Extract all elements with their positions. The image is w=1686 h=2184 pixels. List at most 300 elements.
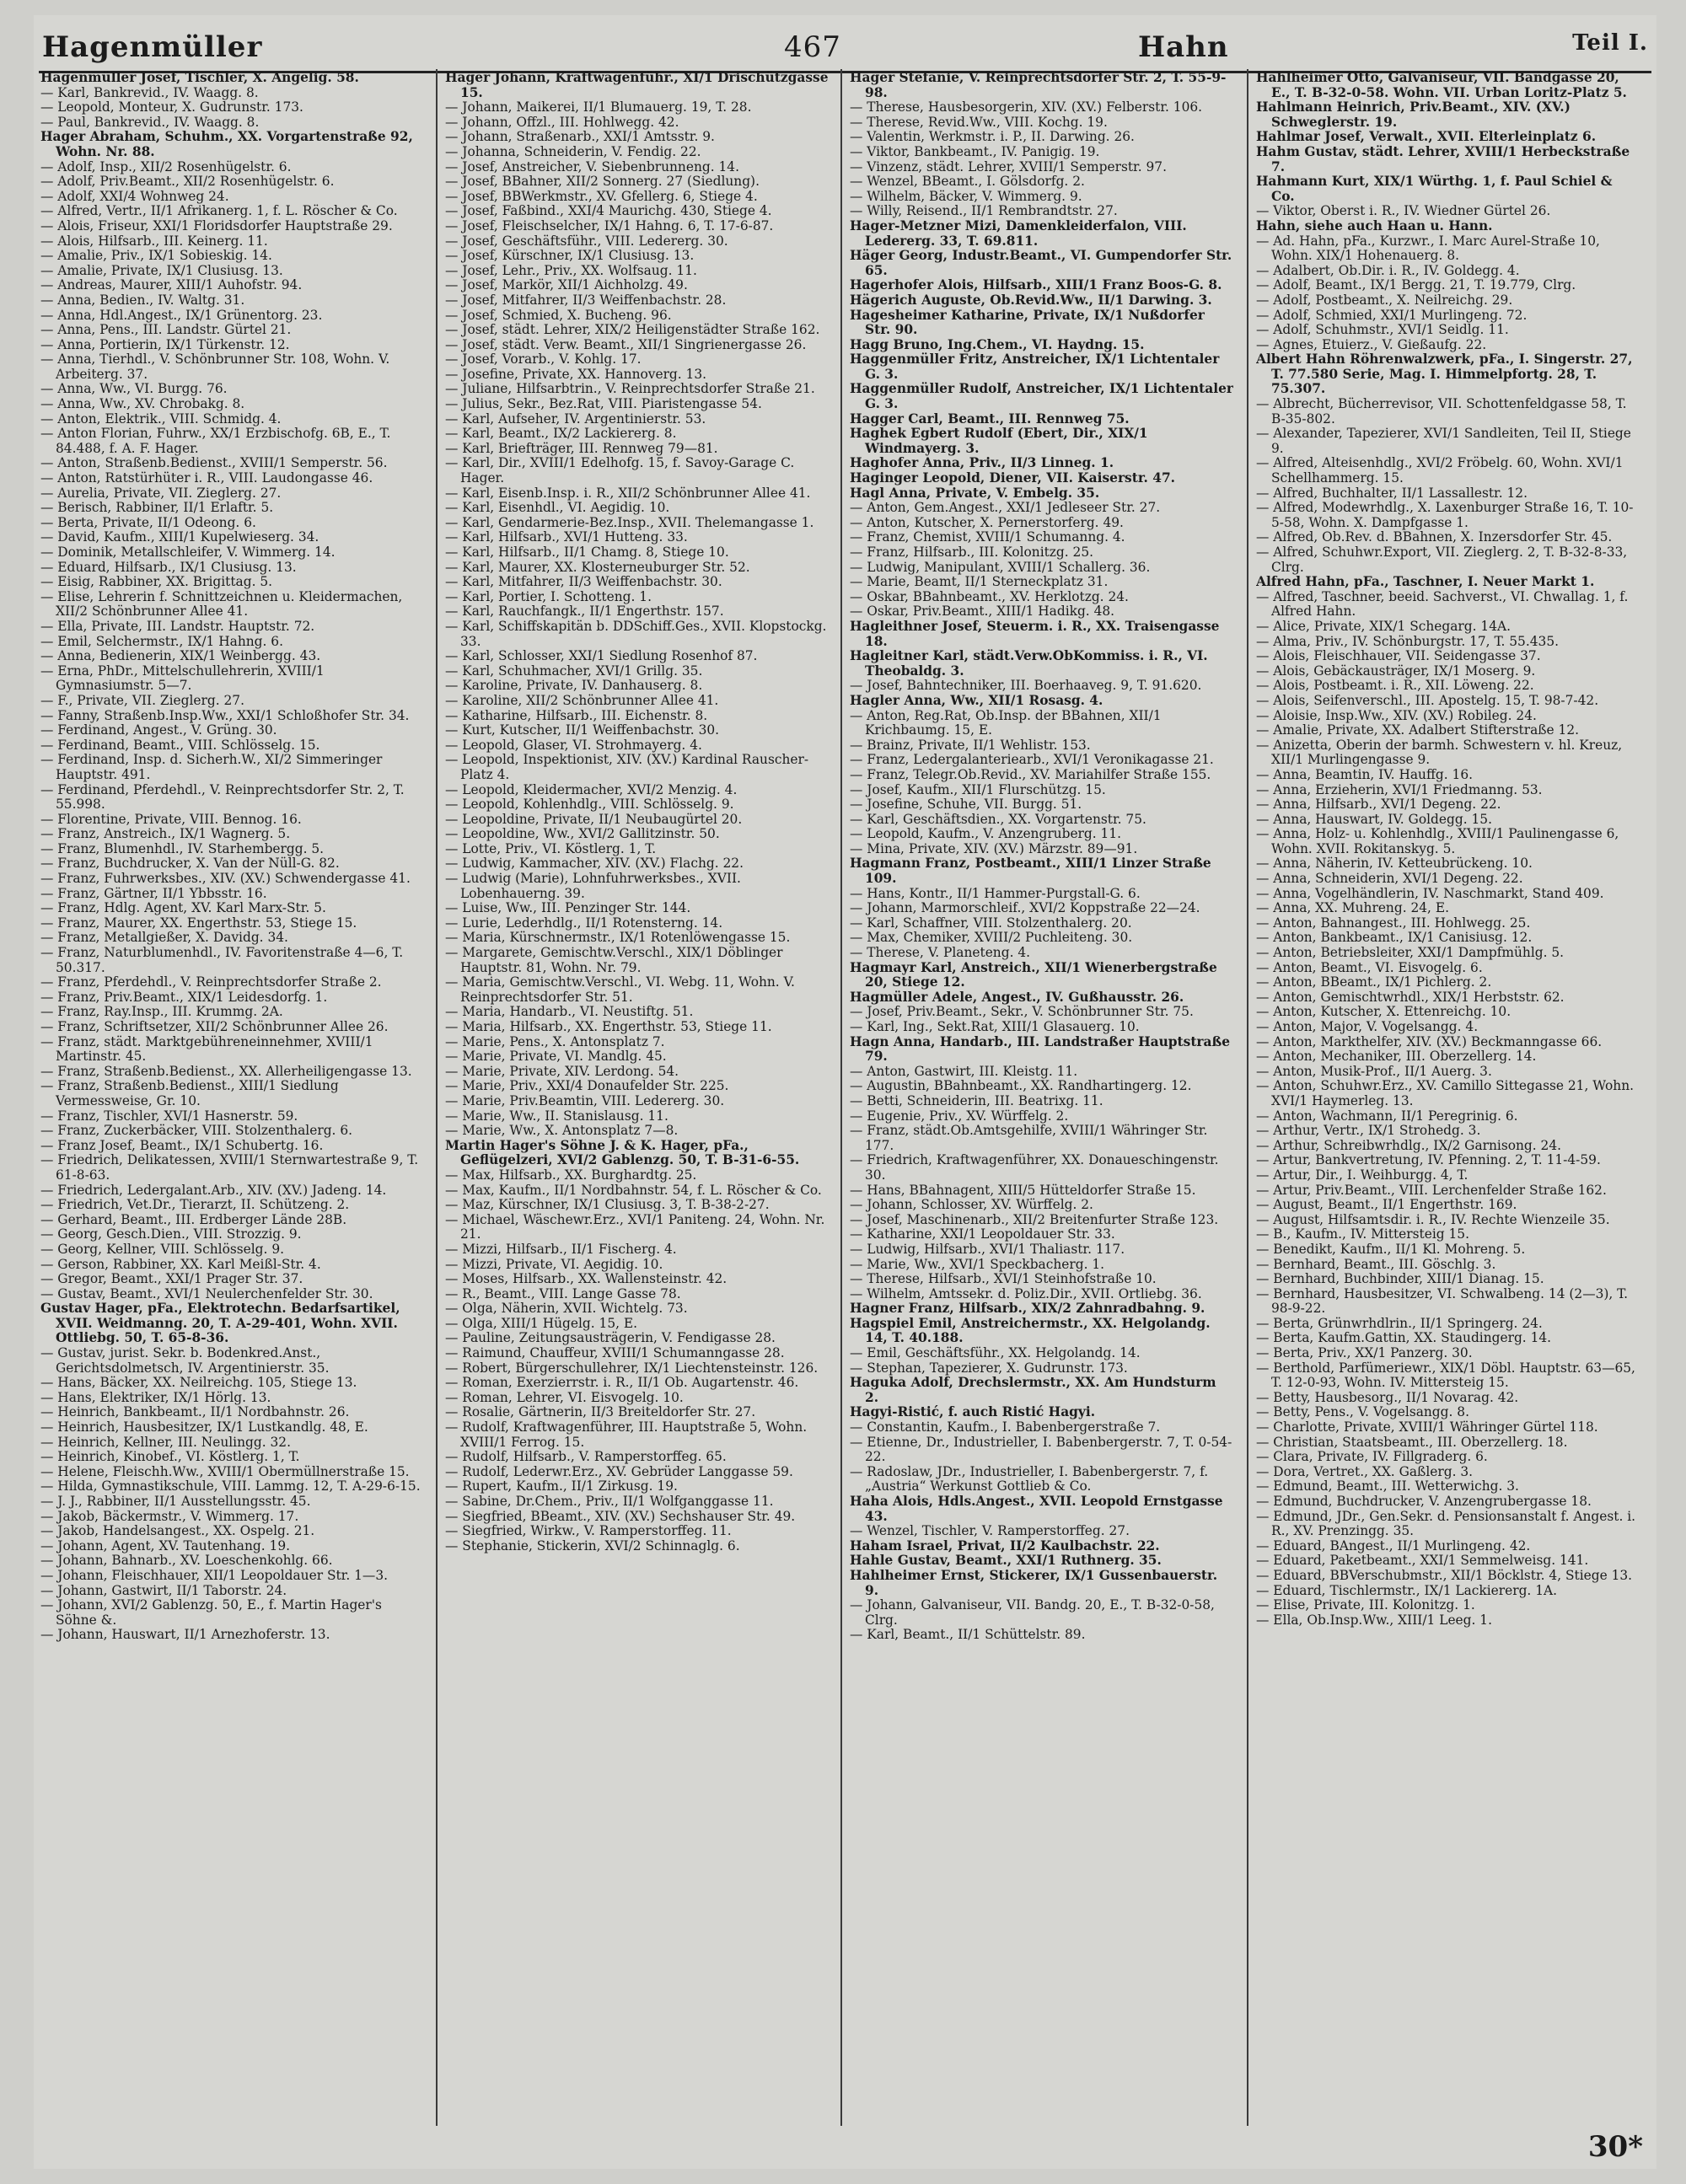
directory-entry: — Marie, Private, XIV. Lerdong. 54. [445,1063,679,1079]
directory-entry: Hagesheimer Katharine, Private, IX/1 Nußdorfer Str. 90. [850,307,1205,338]
directory-entry: — Clara, Private, IV. Fillgraderg. 6. [1256,1449,1488,1465]
directory-entry: — Alois, Hilfsarb., III. Keinerg. 11. [40,233,268,249]
directory-entry: — Josef, Bahntechniker, III. Boerhaaveg. 9, T. 91.620. [850,678,1202,694]
directory-entry: — J. J., Rabbiner, II/1 Ausstellungsstr. 45. [40,1494,311,1509]
directory-entry: — Josefine, Private, XX. Hannoverg. 13. [445,366,707,382]
directory-entry: — Karl, Ing., Sekt.Rat, XIII/1 Glasauerg. 10. [850,1019,1140,1034]
directory-entry: — Marie, Beamt, II/1 Sterneckplatz 31. [850,574,1109,590]
directory-entry: — Karl, Bankrevid., IV. Waagg. 8. [40,84,259,100]
part-label: Teil I. [1572,30,1648,56]
directory-entry: — Anna, Erzieherin, XVI/1 Friedmanng. 53. [1256,781,1543,797]
directory-entry: Hägerich Auguste, Ob.Revid.Ww., II/1 Darwing. 3. [850,292,1212,308]
directory-entry: Hahlheimer Otto, Galvaniseur, VII. Bandgasse 20, E., T. B-32-0-58. Wohn. VII. Urban Loritz-Platz 5. [1256,71,1627,100]
directory-entry: — Florentine, Private, VIII. Bennog. 16. [40,811,302,827]
directory-entry: — Wenzel, Tischler, V. Ramperstorffeg. 27. [850,1523,1130,1539]
directory-entry: — Lotte, Priv., VI. Köstlerg. 1, T. [445,840,657,856]
directory-entry: Hagerhofer Alois, Hilfsarb., XIII/1 Franz Boos-G. 8. [850,277,1222,293]
directory-entry: — Katharine, Hilfsarb., III. Eichenstr. 8. [445,707,708,723]
directory-entry: — Anton, Kutscher, X. Ettenreichg. 10. [1256,1004,1511,1020]
directory-entry: — Hans, Bäcker, XX. Neilreichg. 105, Stiege 13. [40,1375,357,1391]
directory-entry: Hahlmar Josef, Verwalt., XVII. Elterleinplatz 6. [1256,129,1597,145]
directory-entry: — Anton, BBeamt., IX/1 Pichlerg. 2. [1256,974,1492,990]
header-right-keyword: Hahn [1138,30,1229,64]
directory-entry: — Franz Josef, Beamt., IX/1 Schubertg. 16. [40,1137,324,1153]
directory-entry: — Roman, Exerzierrstr. i. R., II/1 Ob. Augartenstr. 46. [445,1375,799,1391]
directory-entry: — Elise, Private, III. Kolonitzg. 1. [1256,1597,1475,1613]
column-1 [40,71,424,2119]
directory-entry: — Karl, Mitfahrer, II/3 Weiffenbachstr. 30. [445,574,722,590]
directory-entry: — Anton, Kutscher, X. Pernerstorferg. 49. [850,514,1124,530]
directory-entry: — Benedikt, Kaufm., II/1 Kl. Mohreng. 5. [1256,1241,1526,1257]
directory-entry: — Franz, Fuhrwerksbes., XIV. (XV.) Schwendergasse 41. [40,871,411,887]
directory-entry: Hagleitner Karl, städt.Verw.ObKommiss. i. R., VI. Theobaldg. 3. [850,648,1208,679]
directory-entry: — Leopold, Kohlenhdlg., VIII. Schlösselg. 9. [445,797,734,813]
directory-entry: — Josef, Fleischselcher, IX/1 Hahng. 6, T. 17-6-87. [445,217,774,233]
directory-entry: — Anna, Portierin, IX/1 Türkenstr. 12. [40,336,290,352]
directory-entry: — Anna, Näherin, IV. Ketteubrückeng. 10. [1256,856,1533,872]
directory-entry: — Karl, Briefträger, III. Rennweg 79—81. [445,440,718,456]
directory-entry: — Franz, städt.Ob.Amtsgehilfe, XVIII/1 Währinger Str. 177. [850,1123,1208,1153]
directory-entry: — Gustav, jurist. Sekr. b. Bodenkred.Anst., Gerichtsdolmetsch, IV. Argentinierstr. 35. [40,1345,330,1376]
directory-entry: — Viktor, Oberst i. R., IV. Wiedner Gürtel 26. [1256,203,1551,219]
directory-entry: — Anizetta, Oberin der barmh. Schwestern v. hl. Kreuz, XII/1 Murlingengasse 9. [1256,737,1623,768]
directory-entry: — Johann, Galvaniseur, VII. Bandg. 20, E., T. B-32-0-58, Clrg. [850,1597,1215,1628]
directory-entry: — Artur, Priv.Beamt., VIII. Lerchenfelder Straße 162. [1256,1182,1607,1198]
directory-entry: — Josef, städt. Verw. Beamt., XII/1 Singrienergasse 26. [445,336,807,352]
directory-entry: — Anna, Ww., VI. Burgg. 76. [40,381,228,397]
directory-entry: — Anton, Betriebsleiter, XXI/1 Dampfmühlg. 5. [1256,945,1565,961]
directory-entry: Häger Georg, Industr.Beamt., VI. Gumpendorfer Str. 65. [850,248,1232,278]
directory-entry: — Ludwig, Hilfsarb., XVI/1 Thaliastr. 117. [850,1241,1125,1257]
directory-entry: — Ella, Private, III. Landstr. Hauptstr. 72. [40,618,315,634]
directory-entry: — Berta, Kaufm.Gattin, XX. Staudingerg. 14. [1256,1330,1552,1346]
directory-entry: Hahlmann Heinrich, Priv.Beamt., XIV. (XV.) Schweglerstr. 19. [1256,99,1571,130]
directory-entry: — Josef, Lehr., Priv., XX. Wolfsaug. 11. [445,262,697,278]
directory-entry: — Luise, Ww., III. Penzinger Str. 144. [445,900,691,916]
directory-entry: — Josef, städt. Lehrer, XIX/2 Heiligenstädter Straße 162. [445,322,820,338]
directory-entry: Haggenmüller Rudolf, Anstreicher, IX/1 Lichtentaler G. 3. [850,381,1233,412]
directory-entry: — Heinrich, Kinobef., VI. Köstlerg. 1, T. [40,1449,300,1465]
signature-mark: 30* [1587,2130,1643,2164]
directory-entry: — Marie, Private, VI. Mandlg. 45. [445,1049,667,1065]
directory-entry: — Rudolf, Kraftwagenführer, III. Hauptstraße 5, Wohn. XVIII/1 Ferrog. 15. [445,1419,808,1450]
directory-entry: — Anna, Vogelhändlerin, IV. Naschmarkt, Stand 409. [1256,885,1604,901]
directory-entry: — Anna, Tierhdl., V. Schönbrunner Str. 108, Wohn. V. Arbeiterg. 37. [40,351,390,382]
directory-entry: — Josef, Kürschner, IX/1 Clusiusg. 13. [445,248,695,264]
directory-entry: — Josefine, Schuhe, VII. Burgg. 51. [850,797,1082,813]
directory-entry: — Georg, Gesch.Dien., VIII. Strozzig. 9. [40,1226,302,1242]
directory-entry: Haha Alois, Hdls.Angest., XVII. Leopold Ernstgasse 43. [850,1494,1223,1524]
directory-entry: — Franz, Priv.Beamt., XIX/1 Leidesdorfg. 1. [40,989,328,1005]
directory-entry: — Johann, Maikerei, II/1 Blumauerg. 19, T. 28. [445,99,752,115]
directory-entry: — Anton, Gem.Angest., XXI/1 Jedleseer Str. 27. [850,500,1161,516]
directory-entry: — Josef, Priv.Beamt., Sekr., V. Schönbrunner Str. 75. [850,1004,1194,1020]
directory-entry: — Franz, Maurer, XX. Engerthstr. 53, Stiege 15. [40,915,357,931]
directory-entry: — Artur, Dir., I. Weihburgg. 4, T. [1256,1167,1469,1183]
directory-entry: — Margarete, Gemischtw.Verschl., XIX/1 Döblinger Hauptstr. 81, Wohn. Nr. 79. [445,945,783,975]
directory-entry: — Anna, Beamtin, IV. Hauffg. 16. [1256,766,1474,782]
directory-entry: — Therese, Hilfsarb., XVI/1 Steinhofstraße 10. [850,1271,1157,1287]
directory-entry: — Josef, Maschinenarb., XII/2 Breitenfurter Straße 123. [850,1211,1219,1227]
directory-entry: — Radoslaw, JDr., Industrieller, I. Babenbergerstr. 7, f. „Austria“ Werkunst Gottlieb & Co. [850,1463,1209,1494]
directory-entry: — Josef, Markör, XII/1 Aichholzg. 49. [445,277,688,293]
directory-entry: — Robert, Bürgerschullehrer, IX/1 Liechtensteinstr. 126. [445,1360,819,1376]
directory-entry: — Olga, Näherin, XVII. Wichtelg. 73. [445,1301,688,1317]
directory-entry: — Roman, Lehrer, VI. Eisvogelg. 10. [445,1389,684,1405]
directory-entry: Hahm Gustav, städt. Lehrer, XVIII/1 Herbeckstraße 7. [1256,143,1630,174]
directory-entry: — Franz, Telegr.Ob.Revid., XV. Mariahilfer Straße 155. [850,766,1211,782]
directory-entry: — Emil, Selchermstr., IX/1 Hahng. 6. [40,633,283,649]
directory-entry: — Marie, Priv., XXI/4 Donaufelder Str. 225. [445,1078,729,1094]
directory-entry: — Adolf, Beamt., IX/1 Bergg. 21, T. 19.779, Clrg. [1256,277,1576,293]
directory-entry: — Johann, Gastwirt, II/1 Taborstr. 24. [40,1582,287,1598]
directory-entry: — Anton, Major, V. Vogelsangg. 4. [1256,1019,1479,1034]
directory-entry: — Anton, Bahnangest., III. Hohlwegg. 25. [1256,915,1531,931]
directory-entry: — Ferdinand, Pferdehdl., V. Reinprechtsdorfer Str. 2, T. 55.998. [40,781,405,813]
directory-entry: — Franz, Hilfsarb., III. Kolonitzg. 25. [850,545,1094,560]
directory-entry: — Artur, Bankvertretung, IV. Pfenning. 2, T. 11-4-59. [1256,1152,1601,1168]
directory-entry: — Wenzel, BBeamt., I. Gölsdorfg. 2. [850,174,1085,190]
directory-entry: Hager-Metzner Mizi, Damenkleiderfalon, VIII. Ledererg. 33, T. 69.811. [850,217,1187,249]
directory-entry: — Constantin, Kaufm., I. Babenbergerstraße 7. [850,1419,1161,1435]
directory-entry: — F., Private, VII. Zieglerg. 27. [40,692,244,708]
directory-entry: — Erna, PhDr., Mittelschullehrerin, XVIII/1 Gymnasiumstr. 5—7. [40,663,325,694]
directory-entry: — Marie, Priv.Beamtin, VIII. Ledererg. 30. [445,1092,725,1108]
directory-entry: — Johann, Schlosser, XV. Würffelg. 2. [850,1197,1093,1213]
directory-entry: — B., Kaufm., IV. Mittersteig 15. [1256,1226,1469,1242]
directory-entry: — Berta, Private, II/1 Odeong. 6. [40,514,256,530]
directory-entry: — Karl, Rauchfangk., II/1 Engerthstr. 157. [445,604,724,620]
directory-entry: — August, Beamt., II/1 Engerthstr. 169. [1256,1197,1517,1213]
directory-entry: — Alfred, Buchhalter, II/1 Lassallestr. 12. [1256,485,1528,501]
directory-entry: — Karl, Eisenb.Insp. i. R., XII/2 Schönbrunner Allee 41. [445,485,811,501]
header-left-keyword: Hagenmüller [42,30,263,64]
directory-page [34,15,1656,2169]
directory-entry: — Hilda, Gymnastikschule, VIII. Lammg. 12, T. A-29-6-15. [40,1478,421,1494]
directory-entry: — Gregor, Beamt., XXI/1 Prager Str. 37. [40,1271,303,1287]
directory-entry: — Hans, Elektriker, IX/1 Hörlg. 13. [40,1389,271,1405]
directory-entry: — Alois, Fleischhauer, VII. Seidengasse 37. [1256,648,1541,664]
directory-entry: — Karl, Schaffner, VIII. Stolzenthalerg. 20. [850,915,1132,931]
directory-entry: Haguka Adolf, Drechslermstr., XX. Am Hundsturm 2. [850,1375,1216,1405]
directory-entry: — Franz, Gärtner, II/1 Ybbsstr. 16. [40,885,267,901]
directory-entry: — Mizzi, Private, VI. Aegidig. 10. [445,1256,663,1272]
directory-entry: — Karl, Beamt., II/1 Schüttelstr. 89. [850,1627,1086,1643]
directory-entry: — Jakob, Bäckermstr., V. Wimmerg. 17. [40,1508,299,1524]
directory-entry: — Johann, Offzl., III. Hohlwegg. 42. [445,114,679,130]
directory-entry: — Karl, Schuhmacher, XVI/1 Grillg. 35. [445,663,703,679]
directory-entry: — Mizzi, Hilfsarb., II/1 Fischerg. 4. [445,1241,677,1257]
directory-entry: — Eisig, Rabbiner, XX. Brigittag. 5. [40,574,273,590]
directory-entry: — Ferdinand, Insp. d. Sicherh.W., XI/2 Simmeringer Hauptstr. 491. [40,752,383,782]
directory-entry: — Berta, Grünwrhdlrin., II/1 Springerg. 24. [1256,1315,1543,1331]
directory-entry: — Etienne, Dr., Industrieller, I. Babenbergerstr. 7, T. 0-54-22. [850,1434,1232,1465]
directory-entry: — Anna, XX. Muhreng. 24, E. [1256,900,1449,916]
directory-entry: — Franz, Tischler, XVI/1 Hasnerstr. 59. [40,1108,298,1124]
directory-entry: — Bernhard, Beamt., III. Göschlg. 3. [1256,1256,1496,1272]
directory-entry: — Alice, Private, XIX/1 Schegarg. 14A. [1256,618,1511,634]
directory-entry: Hager Johann, Kraftwagenführ., XI/1 Drischützgasse 15. [445,71,829,100]
directory-entry: — Friedrich, Vet.Dr., Tierarzt, II. Schützeng. 2. [40,1197,350,1213]
directory-entry: — Alois, Seifenverschl., III. Apostelg. 15, T. 98-7-42. [1256,692,1599,708]
directory-entry: — Anton, Markthelfer, XIV. (XV.) Beckmanngasse 66. [1256,1033,1603,1049]
directory-entry: — Alma, Priv., IV. Schönburgstr. 17, T. 55.435. [1256,633,1559,649]
directory-entry: — Heinrich, Hausbesitzer, IX/1 Lustkandlg. 48, E. [40,1419,368,1435]
directory-entry: — Karoline, XII/2 Schönbrunner Allee 41. [445,692,719,708]
directory-entry: — Amalie, Private, XX. Adalbert Stifterstraße 12. [1256,722,1580,738]
directory-entry: — Anna, Hdl.Angest., IX/1 Grünentorg. 23. [40,307,323,323]
directory-entry: — Jakob, Handelsangest., XX. Ospelg. 21. [40,1523,315,1539]
directory-entry: — Franz, Metallgießer, X. Davidg. 34. [40,930,288,946]
directory-entry: — Anton, Straßenb.Bedienst., XVIII/1 Semperstr. 56. [40,455,388,471]
directory-entry: — Johann, Bahnarb., XV. Loeschenkohlg. 66. [40,1553,333,1569]
directory-entry: — Paul, Bankrevid., IV. Waagg. 8. [40,114,260,130]
directory-entry: — Anna, Bedien., IV. Waltg. 31. [40,292,245,308]
directory-entry: — Franz, Schriftsetzer, XII/2 Schönbrunner Allee 26. [40,1019,389,1034]
directory-entry: Albert Hahn Röhrenwalzwerk, pFa., I. Singerstr. 27, T. 77.580 Serie, Mag. I. Himmelpfortg. 28, T. 75.307. [1256,351,1633,397]
directory-entry: — Maria, Handarb., VI. Neustiftg. 51. [445,1004,694,1020]
directory-entry: — Friedrich, Kraftwagenführer, XX. Donaueschingenstr. 30. [850,1152,1219,1183]
directory-entry: — R., Beamt., VIII. Lange Gasse 78. [445,1285,681,1301]
directory-entry: — Alois, Postbeamt. i. R., XII. Löweng. 22. [1256,678,1534,694]
directory-entry: — Alfred, Schuhwr.Export, VII. Zieglerg. 2, T. B-32-8-33, Clrg. [1256,545,1628,575]
directory-entry: Gustav Hager, pFa., Elektrotechn. Bedarfsartikel, XVII. Weidmanng. 20, T. A-29-401, Wohn. XVII. Ottliebg. 50, T. 65-8-36. [40,1301,400,1346]
directory-entry: — Adolf, Schuhmstr., XVI/1 Seidlg. 11. [1256,322,1509,338]
directory-entry: — Leopold, Inspektionist, XIV. (XV.) Kardinal Rauscher-Platz 4. [445,752,809,782]
directory-entry: — Adolf, Priv.Beamt., XII/2 Rosenhügelstr. 6. [40,174,335,190]
directory-entry: — Rudolf, Lederwr.Erz., XV. Gebrüder Langgasse 59. [445,1463,793,1479]
directory-entry: — Kurt, Kutscher, II/1 Weiffenbachstr. 30. [445,722,720,738]
directory-entry: — Lurie, Lederhdlg., II/1 Rotensterng. 14. [445,915,723,931]
directory-entry: — Adolf, Insp., XII/2 Rosenhügelstr. 6. [40,158,292,174]
directory-entry: — Johann, Hauswart, II/1 Arnezhoferstr. 13. [40,1627,330,1643]
directory-entry: — Josef, Mitfahrer, II/3 Weiffenbachstr. 28. [445,292,727,308]
directory-entry: — Franz, Pferdehdl., V. Reinprechtsdorfer Straße 2. [40,974,382,990]
directory-entry: — Therese, Revid.Ww., VIII. Kochg. 19. [850,114,1108,130]
directory-entry: Hahmann Kurt, XIX/1 Würthg. 1, f. Paul Schiel & Co. [1256,174,1613,204]
directory-entry: Hagyi-Ristić, f. auch Ristić Hagyi. [850,1404,1096,1420]
directory-entry: — Arthur, Schreibwrhdlg., IX/2 Garnisong. 24. [1256,1137,1562,1153]
directory-entry: — Josef, Geschäftsführ., VIII. Ledererg. 30. [445,233,728,249]
directory-entry: — Agnes, Etuierz., V. Gießaufg. 22. [1256,336,1487,352]
directory-entry: — Karl, Hilfsarb., II/1 Chamg. 8, Stiege 10. [445,545,729,560]
directory-entry: — Eduard, Hilfsarb., IX/1 Clusiusg. 13. [40,559,297,575]
directory-entry: — Rudolf, Hilfsarb., V. Ramperstorffeg. 65. [445,1449,727,1465]
directory-entry: — Karl, Beamt., IX/2 Lackiererg. 8. [445,426,677,442]
directory-entry: — Emil, Geschäftsführ., XX. Helgolandg. 14. [850,1345,1141,1361]
directory-entry: — Karl, Schlosser, XXI/1 Siedlung Rosenhof 87. [445,648,758,664]
directory-entry: — Oskar, BBahnbeamt., XV. Herklotzg. 24. [850,588,1129,604]
directory-entry: Hagn Anna, Handarb., III. Landstraßer Hauptstraße 79. [850,1033,1230,1065]
directory-entry: — Josef, Schmied, X. Bucheng. 96. [445,307,672,323]
directory-entry: — Aurelia, Private, VII. Zieglerg. 27. [40,485,282,501]
directory-entry: — Franz, Hdlg. Agent, XV. Karl Marx-Str. 5. [40,900,326,916]
directory-entry: — Karoline, Private, IV. Danhauserg. 8. [445,678,703,694]
directory-entry: — Franz, Ledergalanteriearb., XVI/1 Veronikagasse 21. [850,752,1214,768]
directory-entry: — Anna, Holz- u. Kohlenhdlg., XVIII/1 Paulinengasse 6, Wohn. XVII. Rokitanskyg. 5. [1256,826,1619,856]
directory-entry: — Julius, Sekr., Bez.Rat, VIII. Piaristengasse 54. [445,396,762,412]
directory-entry: Hagg Bruno, Ing.Chem., VI. Haydng. 15. [850,336,1145,352]
directory-entry: — Hans, BBahnagent, XIII/5 Hütteldorfer Straße 15. [850,1182,1196,1198]
directory-entry: — Therese, V. Planeteng. 4. [850,945,1031,961]
directory-entry: — Franz, Chemist, XVIII/1 Schumanng. 4. [850,529,1125,545]
directory-entry: — Karl, Eisenhdl., VI. Aegidig. 10. [445,500,670,516]
directory-entry: Hahle Gustav, Beamt., XXI/1 Ruthnerg. 35. [850,1553,1162,1569]
directory-entry: — Elise, Lehrerin f. Schnittzeichnen u. Kleidermachen, XII/2 Schönbrunner Allee 41. [40,588,403,620]
directory-entry: — Maz, Kürschner, IX/1 Clusiusg. 3, T. B-38-2-27. [445,1197,770,1213]
directory-entry: — Berta, Priv., XX/1 Panzerg. 30. [1256,1345,1473,1361]
directory-entry: — Franz, Straßenb.Bedienst., XX. Allerheiligengasse 13. [40,1063,412,1079]
directory-entry: — Josef, Kaufm., XII/1 Flurschützg. 15. [850,781,1106,797]
directory-entry: — Adalbert, Ob.Dir. i. R., IV. Goldegg. 4. [1256,262,1520,278]
directory-entry: — Charlotte, Private, XVIII/1 Währinger Gürtel 118. [1256,1419,1598,1435]
directory-entry: — Ferdinand, Angest., V. Grüng. 30. [40,722,277,738]
directory-entry: — Maria, Gemischtw.Verschl., VI. Webg. 11, Wohn. V. Reinprechtsdorfer Str. 51. [445,974,795,1005]
directory-entry: — Max, Hilfsarb., XX. Burghardtg. 25. [445,1167,697,1183]
directory-entry: — Berisch, Rabbiner, II/1 Erlaftr. 5. [40,500,274,516]
directory-entry: — Bernhard, Hausbesitzer, VI. Schwalbeng. 14 (2—3), T. 98-9-22. [1256,1285,1629,1317]
directory-entry: — Ella, Ob.Insp.Ww., XIII/1 Leeg. 1. [1256,1612,1492,1628]
directory-entry: — Helene, Fleischh.Ww., XVIII/1 Obermüllnerstraße 15. [40,1463,410,1479]
directory-entry: — Alfred, Taschner, beeid. Sachverst., VI. Chwallag. 1, f. Alfred Hahn. [1256,588,1629,620]
directory-entry: — Katharine, XXI/1 Leopoldauer Str. 33. [850,1226,1115,1242]
directory-entry: — Leopold, Glaser, VI. Strohmayerg. 4. [445,737,702,753]
directory-entry: — Augustin, BBahnbeamt., XX. Randhartingerg. 12. [850,1078,1192,1094]
directory-entry: — Anton, Reg.Rat, Ob.Insp. der BBahnen, XII/1 Krichbaumg. 15, E. [850,707,1162,738]
directory-entry: — Anton, Mechaniker, III. Oberzellerg. 14. [1256,1049,1537,1065]
directory-entry: — Karl, Gendarmerie-Bez.Insp., XVII. Thelemangasse 1. [445,514,814,530]
directory-entry: — Anna, Pens., III. Landstr. Gürtel 21. [40,322,292,338]
directory-entry: Hagmayr Karl, Anstreich., XII/1 Wienerbergstraße 20, Stiege 12. [850,959,1217,990]
directory-entry: — Anton, Beamt., VI. Eisvogelg. 6. [1256,959,1483,975]
directory-entry: — Leopoldine, Ww., XVI/2 Gallitzinstr. 50. [445,826,720,842]
directory-entry: — Heinrich, Kellner, III. Neulingg. 32. [40,1434,291,1450]
directory-entry: Haggenmüller Fritz, Anstreicher, IX/1 Lichtentaler G. 3. [850,351,1220,382]
directory-entry: — Marie, Pens., X. Antonsplatz 7. [445,1033,665,1049]
directory-entry: — Johann, Fleischhauer, XII/1 Leopoldauer Str. 1—3. [40,1567,388,1583]
directory-entry: — Josef, BBahner, XII/2 Sonnerg. 27 (Siedlung). [445,174,760,190]
page-header [34,22,1656,72]
directory-entry: Haghofer Anna, Priv., II/3 Linneg. 1. [850,455,1114,471]
directory-entry: — Willy, Reisend., II/1 Rembrandtstr. 27. [850,203,1118,219]
directory-entry: — Friedrich, Ledergalant.Arb., XIV. (XV.) Jadeng. 14. [40,1182,387,1198]
directory-entry: — Anton Florian, Fuhrw., XX/1 Erzbischofg. 6B, E., T. 84.488, f. A. F. Hager. [40,426,391,456]
directory-entry: — Dominik, Metallschleifer, V. Wimmerg. 14. [40,545,336,560]
directory-entry: — Pauline, Zeitungsausträgerin, V. Fendigasse 28. [445,1330,776,1346]
directory-entry: — Maria, Kürschnermstr., IX/1 Rotenlöwengasse 15. [445,930,791,946]
directory-entry: — Karl, Schiffskapitän b. DDSchiff.Ges., XVII. Klopstockg. 33. [445,618,827,649]
directory-entry: — Stephanie, Stickerin, XVI/2 Schinnaglg. 6. [445,1537,740,1553]
directory-entry: — Leopoldine, Private, II/1 Neubaugürtel 20. [445,811,743,827]
directory-entry: — Leopold, Kaufm., V. Anzengruberg. 11. [850,826,1122,842]
directory-entry: Haginger Leopold, Diener, VII. Kaiserstr. 47. [850,470,1176,486]
directory-entry: — Johann, Marmorschleif., XVI/2 Koppstraße 22—24. [850,900,1200,916]
directory-entry: — Anton, Wachmann, II/1 Peregrinig. 6. [1256,1108,1518,1124]
directory-entry: Hagmann Franz, Postbeamt., XIII/1 Linzer Straße 109. [850,856,1211,887]
directory-entry: — Franz, städt. Marktgebühreneinnehmer, XVIII/1 Martinstr. 45. [40,1033,373,1065]
directory-entry: — Maria, Hilfsarb., XX. Engerthstr. 53, Stiege 11. [445,1019,772,1034]
directory-entry: Alfred Hahn, pFa., Taschner, I. Neuer Markt 1. [1256,574,1595,590]
directory-entry: — Johann, Straßenarb., XXI/1 Amtsstr. 9. [445,129,715,145]
directory-entry: — Eugenie, Priv., XV. Würffelg. 2. [850,1108,1069,1124]
directory-entry: — David, Kaufm., XIII/1 Kupelwieserg. 34. [40,529,319,545]
directory-entry: Hagler Anna, Ww., XII/1 Rosasg. 4. [850,692,1103,708]
directory-entry: — Ad. Hahn, pFa., Kurzwr., I. Marc Aurel-Straße 10, Wohn. XIX/1 Hohenauerg. 8. [1256,233,1600,264]
column-2 [445,71,829,2119]
directory-entry: — Siegfried, BBeamt., XIV. (XV.) Sechshauser Str. 49. [445,1508,796,1524]
directory-entry: — Anna, Hilfsarb., XVI/1 Degeng. 22. [1256,797,1501,813]
directory-entry: Hagl Anna, Private, V. Embelg. 35. [850,485,1100,501]
directory-entry: — Albrecht, Bücherrevisor, VII. Schottenfeldgasse 58, T. B-35-802. [1256,396,1627,427]
directory-entry: — Hans, Kontr., II/1 Hammer-Purgstall-G. 6. [850,885,1141,901]
directory-entry: — Edmund, Beamt., III. Wetterwichg. 3. [1256,1478,1519,1494]
directory-entry: — Josef, Vorarb., V. Kohlg. 17. [445,351,642,368]
directory-entry: — Heinrich, Bankbeamt., II/1 Nordbahnstr. 26. [40,1404,350,1420]
directory-entry: — Johann, XVI/2 Gablenzg. 50, E., f. Martin Hager's Söhne &. [40,1597,382,1628]
directory-entry: — Arthur, Vertr., IX/1 Strohedg. 3. [1256,1123,1481,1139]
directory-entry: — Sabine, Dr.Chem., Priv., II/1 Wolfganggasse 11. [445,1494,774,1509]
directory-entry: — Anton, Gastwirt, III. Kleistg. 11. [850,1063,1078,1079]
directory-entry: — Amalie, Private, IX/1 Clusiusg. 13. [40,262,283,278]
directory-entry: — Alexander, Tapezierer, XVI/1 Sandleiten, Teil II, Stiege 9. [1256,426,1631,456]
directory-entry: Hagenmüller Josef, Tischler, X. Angelig. 58. [40,71,359,85]
directory-entry: — Anton, Ratstürhüter i. R., VIII. Laudongasse 46. [40,470,373,486]
directory-entry: — Betti, Schneiderin, III. Beatrixg. 11. [850,1092,1103,1108]
directory-entry: — Valentin, Werkmstr. i. P., II. Darwing. 26. [850,129,1135,145]
directory-entry: — Franz, Naturblumenhdl., IV. Favoritenstraße 4—6, T. 50.317. [40,945,404,975]
directory-entry: — Fanny, Straßenb.Insp.Ww., XXI/1 Schloßhofer Str. 34. [40,707,410,723]
directory-entry: — Betty, Hausbesorg., II/1 Novarag. 42. [1256,1389,1519,1405]
directory-entry: — Karl, Geschäftsdien., XX. Vorgartenstr. 75. [850,811,1146,827]
directory-entry: — Siegfried, Wirkw., V. Ramperstorffeg. 11. [445,1523,732,1539]
directory-entry: — Eduard, Tischlermstr., IX/1 Lackiererg. 1A. [1256,1582,1558,1598]
directory-entry: — Adolf, Schmied, XXI/1 Murlingeng. 72. [1256,307,1528,323]
directory-entry: — Adolf, XXI/4 Wohnweg 24. [40,188,229,204]
directory-entry: — Mina, Private, XIV. (XV.) Märzstr. 89—91. [850,840,1138,856]
directory-entry: — Stephan, Tapezierer, X. Gudrunstr. 173. [850,1360,1128,1376]
directory-entry: Hagner Franz, Hilfsarb., XIX/2 Zahnradbahng. 9. [850,1301,1205,1317]
directory-entry: — Edmund, JDr., Gen.Sekr. d. Pensionsanstalt f. Angest. i. R., XV. Prenzingg. 35. [1256,1508,1636,1539]
directory-entry: — Franz, Buchdrucker, X. Van der Nüll-G. 82. [40,856,340,872]
directory-entry: — Alois, Gebäckausträger, IX/1 Moserg. 9. [1256,663,1536,679]
directory-entry: — Leopold, Kleidermacher, XVI/2 Menzig. 4. [445,781,738,797]
directory-entry: — Gerhard, Beamt., III. Erdberger Lände 28B. [40,1211,347,1227]
column-4 [1256,71,1640,2119]
directory-entry: — Karl, Hilfsarb., XVI/1 Hutteng. 33. [445,529,688,545]
directory-entry: — Berthold, Parfümeriewr., XIX/1 Döbl. Hauptstr. 63—65, T. 12-0-93, Wohn. IV. Mittersteig 15. [1256,1360,1635,1391]
column-3 [850,71,1233,2119]
directory-entry: — Christian, Staatsbeamt., III. Oberzellerg. 18. [1256,1434,1568,1450]
directory-entry: — Viktor, Bankbeamt., IV. Panigig. 19. [850,143,1100,159]
directory-entry: Hagmüller Adele, Angest., IV. Gußhausstr. 26. [850,989,1184,1005]
directory-entry: — Ludwig, Kammacher, XIV. (XV.) Flachg. 22. [445,856,744,872]
directory-entry: — Eduard, BBVerschubmstr., XII/1 Böcklstr. 4, Stiege 13. [1256,1567,1633,1583]
directory-entry: — Marie, Ww., II. Stanislausg. 11. [445,1108,668,1124]
directory-entry: — Marie, Ww., XVI/1 Speckbacherg. 1. [850,1256,1105,1272]
directory-entry: — Vinzenz, städt. Lehrer, XVIII/1 Semperstr. 97. [850,158,1167,174]
directory-entry: — Anton, Elektrik., VIII. Schmidg. 4. [40,411,282,427]
directory-entry: — Josef, Faßbind., XXI/4 Maurichg. 430, Stiege 4. [445,203,772,219]
directory-entry: — Edmund, Buchdrucker, V. Anzengrubergasse 18. [1256,1494,1592,1509]
directory-entry: — Eduard, Paketbeamt., XXI/1 Semmelweisg. 141. [1256,1553,1589,1569]
directory-entry: — Karl, Maurer, XX. Klosterneuburger Str. 52. [445,559,750,575]
column-divider [1247,69,1248,2126]
directory-entry: — Juliane, Hilfsarbtrin., V. Reinprechtsdorfer Straße 21. [445,381,815,397]
directory-entry: — Franz, Blumenhdl., IV. Starhembergg. 5. [40,840,325,856]
directory-entry: — Adolf, Postbeamt., X. Neilreichg. 29. [1256,292,1513,308]
directory-entry: Haghek Egbert Rudolf (Ebert, Dir., XIX/1 Windmayerg. 3. [850,426,1148,456]
directory-entry: — Friedrich, Delikatessen, XVIII/1 Sternwartestraße 9, T. 61-8-63. [40,1152,419,1183]
